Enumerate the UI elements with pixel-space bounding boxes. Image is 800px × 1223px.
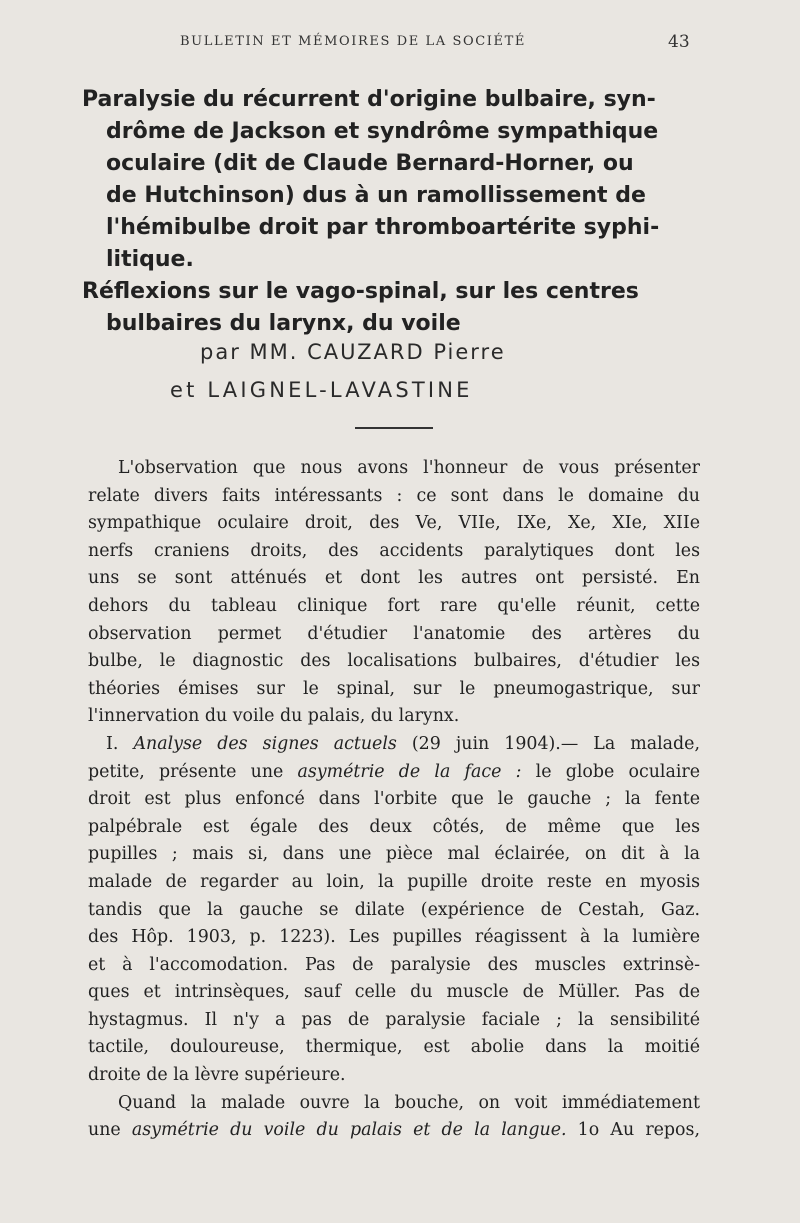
body-line: bulbe, le diagnostic des localisations bulbaires, d'étudier les bbox=[88, 651, 700, 672]
text-run: I. bbox=[106, 733, 134, 754]
body-line: l'innervation du voile du palais, du larynx. bbox=[88, 706, 460, 727]
text-run: petite, présente une bbox=[88, 761, 298, 782]
title-line: drôme de Jackson et syndrôme sympathique bbox=[106, 119, 659, 144]
title-line: l'hémibulbe droit par thromboartérite syphi- bbox=[106, 215, 660, 240]
italic-run: asymétrie de la face : bbox=[297, 761, 522, 782]
text-run: une bbox=[88, 1120, 132, 1141]
body-line: droit est plus enfoncé dans l'orbite que le gauche ; la fente bbox=[88, 789, 700, 810]
title-line: bulbaires du larynx, du voile bbox=[106, 311, 461, 336]
text-run: (29 juin 1904).— La malade, bbox=[396, 733, 700, 754]
body-line: tactile, douloureuse, thermique, est abolie dans la moitié bbox=[88, 1037, 700, 1058]
body-line: et à l'accomodation. Pas de paralysie des muscles extrinsè- bbox=[88, 954, 700, 975]
page-number: 43 bbox=[668, 32, 690, 52]
article-title bbox=[82, 84, 694, 340]
body-line: hystagmus. Il n'y a pas de paralysie faciale ; la sensibilité bbox=[88, 1009, 700, 1030]
authors-line: par MM. CAUZARD Pierre bbox=[200, 340, 506, 364]
body-line: Quand la malade ouvre la bouche, on voit immédiatement bbox=[118, 1092, 700, 1113]
title-line: oculaire (dit de Claude Bernard-Horner, ou bbox=[106, 151, 634, 176]
body-line: uns se sont atténués et dont les autres ont persisté. En bbox=[88, 568, 700, 589]
title-line: Réflexions sur le vago-spinal, sur les centres bbox=[82, 279, 639, 304]
body-line: droite de la lèvre supérieure. bbox=[88, 1065, 346, 1086]
body-line: ques et intrinsèques, sauf celle du muscle de Müller. Pas de bbox=[88, 982, 700, 1003]
body-line: relate divers faits intéressants : ce sont dans le domaine du bbox=[88, 485, 700, 506]
body-line: observation permet d'étudier l'anatomie des artères du bbox=[88, 623, 700, 644]
body-line: dehors du tableau clinique fort rare qu'elle réunit, cette bbox=[88, 595, 700, 616]
body-line: L'observation que nous avons l'honneur de vous présenter bbox=[118, 458, 700, 478]
title-line: Paralysie du récurrent d'origine bulbaire, syn- bbox=[82, 87, 656, 112]
authors-line: et LAIGNEL-LAVASTINE bbox=[170, 378, 473, 402]
title-line: litique. bbox=[106, 247, 194, 272]
text-run: 1o Au repos, bbox=[566, 1120, 700, 1141]
body-line: tandis que la gauche se dilate (expérience de Cestah, Gaz. bbox=[88, 899, 700, 920]
body-line bbox=[88, 1117, 700, 1145]
body-line: nerfs craniens droits, des accidents paralytiques dont les bbox=[88, 540, 700, 561]
text-run: le globe oculaire bbox=[521, 761, 700, 782]
running-head: BULLETIN ET MÉMOIRES DE LA SOCIÉTÉ bbox=[180, 34, 526, 49]
body-line: théories émises sur le spinal, sur le pneumogastrique, sur bbox=[88, 678, 700, 699]
body-line: palpébrale est égale des deux côtés, de même que les bbox=[88, 816, 700, 837]
body-line: sympathique oculaire droit, des Ve, VIIe, IXe, Xe, XIe, XIIe bbox=[88, 513, 700, 534]
body-line: malade de regarder au loin, la pupille droite reste en myosis bbox=[88, 871, 700, 892]
body-line bbox=[88, 759, 700, 787]
title-line: de Hutchinson) dus à un ramollissement de bbox=[106, 183, 646, 208]
body-line: pupilles ; mais si, dans une pièce mal éclairée, on dit à la bbox=[88, 844, 700, 865]
body-line: des Hôp. 1903, p. 1223). Les pupilles réagissent à la lumière bbox=[88, 927, 700, 948]
separator-rule bbox=[355, 427, 433, 429]
body-line bbox=[88, 731, 700, 759]
article-body bbox=[88, 455, 700, 1145]
italic-run: asymétrie du voile du palais et de la langue. bbox=[131, 1120, 567, 1141]
italic-run: Analyse des signes actuels bbox=[133, 733, 397, 754]
